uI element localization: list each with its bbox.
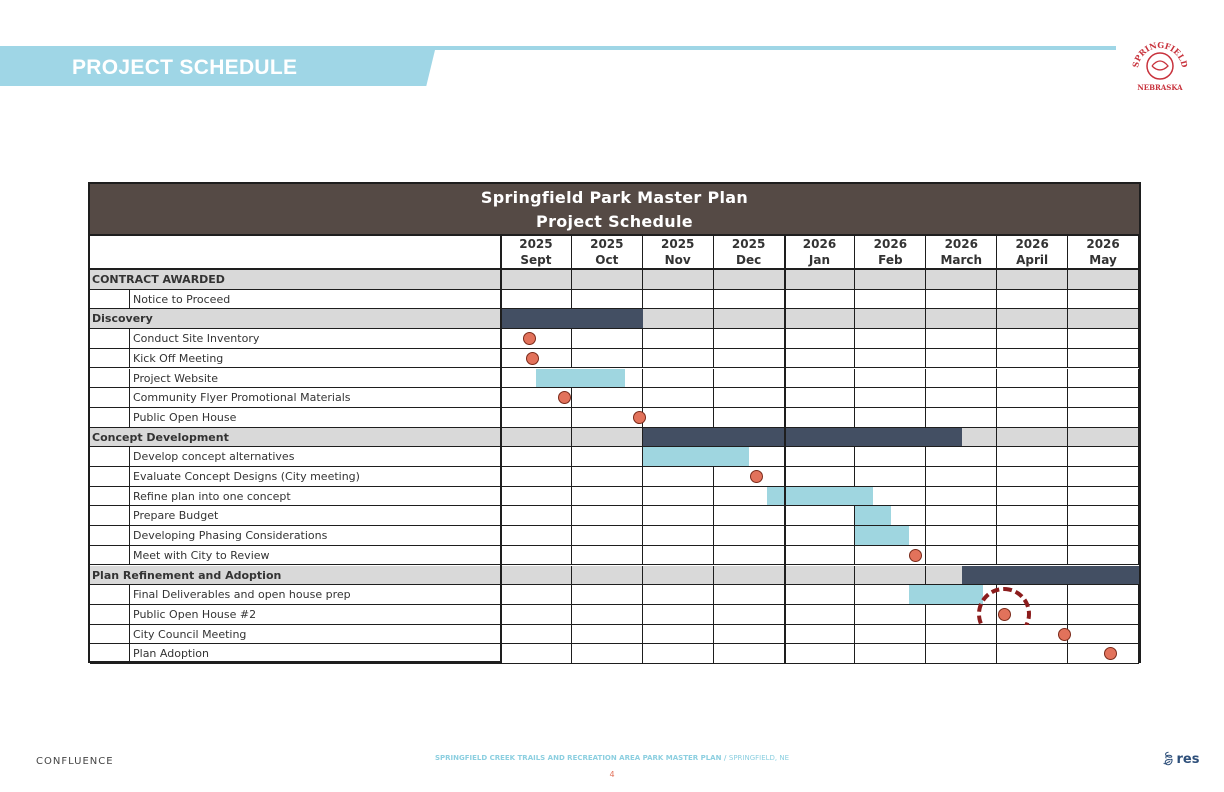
- month-cell: [501, 625, 572, 645]
- month-header-5: [855, 235, 926, 270]
- month-cell: [926, 369, 997, 389]
- month-cell: [785, 408, 856, 428]
- month-cell: [643, 585, 714, 605]
- month-cell: [855, 605, 926, 625]
- month-cell: [785, 546, 856, 566]
- month-cell: [572, 329, 643, 349]
- task-label: Notice to Proceed: [133, 292, 231, 306]
- month-cell: [572, 270, 643, 290]
- section-label: Discovery: [92, 312, 153, 326]
- month-cell: [572, 447, 643, 467]
- month-cell: [997, 309, 1068, 329]
- gantt-title-line2: Project Schedule: [536, 212, 693, 231]
- month-cell: [501, 585, 572, 605]
- month-cell: [643, 487, 714, 507]
- month-cell: [643, 467, 714, 487]
- month-cell: [785, 585, 856, 605]
- month-cell: [855, 467, 926, 487]
- month-cell: [926, 349, 997, 369]
- task-label: Prepare Budget: [133, 509, 219, 523]
- indent-cell: [90, 585, 130, 605]
- month-cell: [714, 290, 785, 310]
- month-cell: [926, 526, 997, 546]
- month-cell: [501, 506, 572, 526]
- month-cell: [855, 447, 926, 467]
- month-cell: [643, 605, 714, 625]
- month-cell: [997, 467, 1068, 487]
- indent-cell: [90, 388, 130, 408]
- month-cell: [855, 625, 926, 645]
- month-header-6: [926, 235, 997, 270]
- month-cell: [1068, 625, 1139, 645]
- month-cell: [501, 428, 572, 448]
- month-year: 2025: [590, 237, 624, 251]
- month-cell: [926, 290, 997, 310]
- month-cell: [1068, 329, 1139, 349]
- month-cell: [1068, 467, 1139, 487]
- month-cell: [785, 329, 856, 349]
- month-cell: [926, 467, 997, 487]
- month-cell: [926, 546, 997, 566]
- month-cell: [1068, 349, 1139, 369]
- footer-res-text: res: [1176, 752, 1200, 767]
- month-year: 2026: [944, 237, 978, 251]
- month-cell: [785, 369, 856, 389]
- month-cell: [785, 625, 856, 645]
- month-cell: [997, 270, 1068, 290]
- month-cell: [1068, 487, 1139, 507]
- month-cell: [785, 447, 856, 467]
- month-cell: [714, 369, 785, 389]
- month-cell: [926, 329, 997, 349]
- month-cell: [643, 644, 714, 664]
- month-cell: [855, 408, 926, 428]
- section-label: Concept Development: [92, 430, 229, 444]
- task-label: Refine plan into one concept: [133, 489, 291, 503]
- month-cell: [643, 369, 714, 389]
- month-cell: [926, 270, 997, 290]
- task-label: Public Open House: [133, 410, 237, 424]
- month-cell: [714, 625, 785, 645]
- month-name: May: [1089, 253, 1117, 267]
- footer-location: SPRINGFIELD, NE: [728, 754, 790, 762]
- month-cell: [572, 546, 643, 566]
- month-cell: [926, 388, 997, 408]
- month-cell: [997, 369, 1068, 389]
- month-cell: [643, 388, 714, 408]
- month-cell: [714, 566, 785, 586]
- month-cell: [855, 644, 926, 664]
- task-label: Community Flyer Promotional Materials: [133, 391, 351, 405]
- task-bar: [536, 369, 625, 388]
- month-cell: [926, 309, 997, 329]
- month-cell: [643, 546, 714, 566]
- phase-bar: [962, 566, 1139, 585]
- month-cell: [997, 546, 1068, 566]
- month-cell: [785, 644, 856, 664]
- month-cell: [714, 270, 785, 290]
- month-cell: [855, 349, 926, 369]
- phase-bar: [643, 428, 962, 447]
- month-cell: [501, 467, 572, 487]
- indent-cell: [90, 290, 130, 310]
- milestone-marker: [909, 549, 922, 562]
- task-bar: [855, 526, 908, 545]
- footer-project-name: [0, 754, 1224, 762]
- month-cell: [1068, 428, 1139, 448]
- month-cell: [572, 487, 643, 507]
- indent-cell: [90, 625, 130, 645]
- indent-cell: [90, 467, 130, 487]
- task-label: Developing Phasing Considerations: [133, 529, 328, 543]
- month-header-2: [643, 235, 714, 270]
- month-name: Sept: [520, 253, 552, 267]
- month-cell: [1068, 309, 1139, 329]
- month-cell: [643, 329, 714, 349]
- month-header-1: [572, 235, 643, 270]
- month-cell: [785, 526, 856, 546]
- month-cell: [501, 487, 572, 507]
- task-bar: [909, 585, 983, 604]
- task-label: Evaluate Concept Designs (City meeting): [133, 470, 360, 483]
- month-cell: [1068, 605, 1139, 625]
- gantt-chart: [88, 182, 1141, 663]
- month-cell: [643, 270, 714, 290]
- month-name: April: [1016, 253, 1049, 267]
- month-cell: [1068, 369, 1139, 389]
- month-cell: [572, 585, 643, 605]
- indent-cell: [90, 546, 130, 566]
- gantt-title-line1: Springfield Park Master Plan: [480, 188, 749, 207]
- month-cell: [643, 566, 714, 586]
- month-name: March: [940, 253, 983, 267]
- month-cell: [572, 506, 643, 526]
- month-cell: [926, 447, 997, 467]
- month-cell: [714, 526, 785, 546]
- month-cell: [926, 625, 997, 645]
- svg-text:SPRINGFIELD: [1130, 40, 1190, 69]
- indent-cell: [90, 329, 130, 349]
- month-year: 2026: [873, 237, 908, 251]
- month-cell: [997, 388, 1068, 408]
- month-cell: [643, 625, 714, 645]
- month-cell: [926, 408, 997, 428]
- month-year: 2026: [1015, 237, 1049, 251]
- month-cell: [785, 605, 856, 625]
- month-cell: [643, 506, 714, 526]
- task-label: Project Website: [133, 371, 218, 385]
- gantt-title: [90, 184, 1139, 235]
- month-cell: [643, 349, 714, 369]
- task-label: Meet with City to Review: [133, 548, 270, 562]
- month-cell: [997, 487, 1068, 507]
- milestone-marker: [633, 411, 646, 424]
- month-cell: [997, 349, 1068, 369]
- month-cell: [1068, 408, 1139, 428]
- logo-bottom-text: NEBRASKA: [1137, 83, 1183, 92]
- month-cell: [785, 467, 856, 487]
- task-bar: [855, 506, 890, 525]
- section-label: Plan Refinement and Adoption: [92, 568, 282, 582]
- month-cell: [1068, 388, 1139, 408]
- month-cell: [643, 408, 714, 428]
- footer-confluence-logo: CONFLUENCE: [36, 756, 114, 767]
- month-cell: [501, 526, 572, 546]
- month-name: Jan: [808, 253, 831, 267]
- month-cell: [572, 388, 643, 408]
- month-year: 2025: [519, 237, 553, 251]
- month-cell: [501, 270, 572, 290]
- month-cell: [1068, 447, 1139, 467]
- indent-cell: [90, 487, 130, 507]
- indent-cell: [90, 349, 130, 369]
- footer-res-logo: [1160, 752, 1199, 767]
- task-label: Kick Off Meeting: [133, 351, 224, 365]
- month-cell: [714, 546, 785, 566]
- task-label: City Council Meeting: [133, 627, 247, 641]
- month-cell: [855, 566, 926, 586]
- month-header-3: [714, 235, 785, 270]
- month-cell: [643, 290, 714, 310]
- month-header-8: [1068, 235, 1139, 270]
- month-cell: [572, 526, 643, 546]
- month-cell: [997, 447, 1068, 467]
- month-cell: [785, 270, 856, 290]
- month-cell: [1068, 585, 1139, 605]
- month-cell: [785, 309, 856, 329]
- phase-bar: [501, 309, 643, 328]
- task-label: Develop concept alternatives: [133, 450, 295, 464]
- month-cell: [997, 526, 1068, 546]
- month-cell: [714, 585, 785, 605]
- month-cell: [997, 329, 1068, 349]
- month-cell: [501, 447, 572, 467]
- month-cell: [572, 625, 643, 645]
- milestone-marker: [1058, 628, 1071, 641]
- month-cell: [855, 290, 926, 310]
- month-name: Oct: [595, 253, 619, 267]
- month-cell: [572, 467, 643, 487]
- month-cell: [785, 506, 856, 526]
- month-cell: [714, 309, 785, 329]
- header-label-cell: [90, 235, 501, 270]
- indent-cell: [90, 605, 130, 625]
- month-cell: [855, 270, 926, 290]
- label-divider: [500, 235, 502, 664]
- month-cell: [926, 487, 997, 507]
- indent-cell: [90, 447, 130, 467]
- month-cell: [572, 349, 643, 369]
- month-cell: [1068, 270, 1139, 290]
- month-cell: [714, 605, 785, 625]
- month-year: 2025: [731, 237, 766, 251]
- month-name: Dec: [735, 253, 762, 267]
- month-year: 2025: [661, 237, 695, 251]
- month-header-0: [501, 235, 572, 270]
- month-year: 2026: [1086, 237, 1120, 251]
- month-cell: [785, 290, 856, 310]
- month-cell: [926, 644, 997, 664]
- month-cell: [926, 506, 997, 526]
- month-cell: [1068, 506, 1139, 526]
- month-header-7: [997, 235, 1068, 270]
- month-cell: [714, 349, 785, 369]
- month-cell: [643, 526, 714, 546]
- indent-cell: [90, 408, 130, 428]
- month-header-4: [785, 235, 856, 270]
- milestone-marker: [523, 332, 536, 345]
- springfield-logo: [1126, 36, 1194, 96]
- month-name: Nov: [664, 253, 691, 267]
- month-cell: [572, 428, 643, 448]
- page-title: PROJECT SCHEDULE: [72, 56, 298, 79]
- task-label: Plan Adoption: [133, 647, 209, 661]
- month-cell: [714, 408, 785, 428]
- indent-cell: [90, 644, 130, 664]
- month-cell: [572, 605, 643, 625]
- month-cell: [714, 329, 785, 349]
- month-cell: [572, 566, 643, 586]
- month-cell: [997, 428, 1068, 448]
- month-cell: [572, 644, 643, 664]
- month-cell: [997, 644, 1068, 664]
- month-cell: [1068, 546, 1139, 566]
- task-label: Final Deliverables and open house prep: [133, 588, 351, 602]
- month-cell: [785, 349, 856, 369]
- month-cell: [785, 566, 856, 586]
- month-cell: [643, 309, 714, 329]
- month-name: Feb: [878, 253, 903, 267]
- milestone-marker: [750, 470, 763, 483]
- year-divider: [784, 235, 786, 664]
- month-year: 2026: [802, 237, 837, 251]
- indent-cell: [90, 526, 130, 546]
- month-cell: [572, 290, 643, 310]
- header-top-line: [90, 234, 1139, 236]
- task-label: Public Open House #2: [133, 607, 257, 621]
- month-cell: [501, 644, 572, 664]
- task-bar: [643, 447, 749, 466]
- month-cell: [501, 546, 572, 566]
- month-cell: [714, 506, 785, 526]
- month-cell: [855, 329, 926, 349]
- section-label: CONTRACT AWARDED: [92, 273, 225, 286]
- month-cell: [501, 290, 572, 310]
- month-cell: [785, 388, 856, 408]
- month-cell: [501, 408, 572, 428]
- header-accent-line: [0, 46, 1116, 50]
- month-cell: [501, 605, 572, 625]
- month-cell: [855, 388, 926, 408]
- month-cell: [997, 290, 1068, 310]
- logo-top-text: SPRINGFIELD: [1130, 39, 1190, 69]
- indent-cell: [90, 369, 130, 389]
- month-cell: [714, 644, 785, 664]
- task-label: Conduct Site Inventory: [133, 332, 260, 346]
- page-number: 4: [609, 770, 615, 779]
- month-cell: [855, 309, 926, 329]
- month-cell: [501, 566, 572, 586]
- month-cell: [997, 506, 1068, 526]
- month-cell: [1068, 526, 1139, 546]
- indent-cell: [90, 506, 130, 526]
- leaf-icon: 🍃︎: [1160, 752, 1177, 767]
- month-cell: [714, 388, 785, 408]
- month-cell: [1068, 290, 1139, 310]
- footer-project-title: SPRINGFIELD CREEK TRAILS AND RECREATION AREA PARK MASTER PLAN /: [434, 754, 727, 762]
- month-cell: [997, 408, 1068, 428]
- month-cell: [501, 329, 572, 349]
- month-cell: [855, 369, 926, 389]
